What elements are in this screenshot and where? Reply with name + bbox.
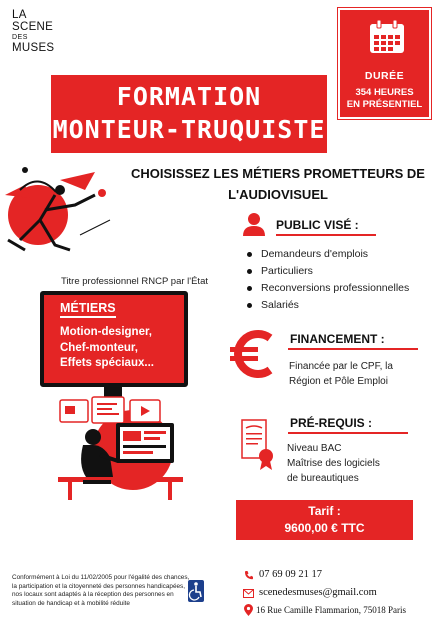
wheelchair-icon: [188, 580, 204, 602]
email-link[interactable]: scenedesmuses@gmail.com: [259, 587, 377, 598]
prerequis-text: [287, 441, 437, 486]
person-icon: [241, 212, 267, 236]
list-item: Reconversions professionnelles: [247, 280, 437, 297]
rncp-text: Titre professionnel RNCP par l'État: [60, 276, 208, 287]
title-line-1: FORMATION: [116, 82, 262, 111]
metiers-line-3: Effets spéciaux...: [60, 357, 154, 369]
address-text: 16 Rue Camille Flammarion, 75018 Paris: [256, 605, 406, 615]
logo-line-3: DES: [12, 34, 28, 41]
duration-value-line-2: EN PRÉSENTIEL: [346, 99, 423, 110]
list-item: Demandeurs d'emplois: [247, 246, 437, 263]
metiers-list: [60, 325, 154, 372]
financement-text: [289, 359, 439, 389]
metiers-monitor: [40, 291, 188, 387]
duration-value-line-1: 354 HEURES: [355, 87, 414, 98]
public-list: [247, 246, 437, 314]
financement-underline: [288, 348, 418, 350]
prerequis-line-2: Maîtrise des logiciels: [287, 458, 380, 469]
list-item: Salariés: [247, 297, 437, 314]
phone-link[interactable]: 07 69 09 21 17: [259, 569, 322, 580]
duration-label: DURÉE: [364, 70, 405, 82]
legal-line-4: situation de handicap et à mobilité réduite: [12, 599, 130, 607]
tarif-box: [236, 500, 413, 540]
euro-icon: [228, 328, 276, 380]
public-underline: [276, 234, 376, 236]
certificate-icon: [236, 418, 278, 470]
duration-box: [338, 8, 431, 119]
financement-line-2: Région et Pôle Emploi: [289, 376, 388, 387]
financement-line-1: Financée par le CPF, la: [289, 361, 393, 372]
phone-icon: [244, 570, 254, 580]
tarif-value: 9600,00 € TTC: [284, 521, 365, 535]
legal-line-2: la participation et la citoyenneté des personnes handicapées,: [12, 582, 186, 590]
prerequis-title: PRÉ-REQUIS :: [290, 416, 373, 430]
email-icon: [243, 589, 254, 598]
prerequis-underline: [288, 432, 408, 434]
logo-line-2: SCENE: [12, 21, 54, 33]
metiers-title: MÉTIERS: [60, 301, 116, 318]
legal-line-3: nos locaux sont adaptés à la réception des personnes en: [12, 591, 174, 598]
financement-title: FINANCEMENT :: [290, 332, 385, 346]
prerequis-line-3: de bureautiques: [287, 473, 359, 484]
page-title: [51, 75, 327, 153]
list-item: Particuliers: [247, 263, 437, 280]
tarif-label: Tarif :: [308, 504, 341, 518]
logo-line-1: LA: [12, 9, 27, 21]
legal-line-1: Conformément à Loi du 11/02/2005 pour l'égalité des chances,: [12, 574, 190, 581]
title-line-2: MONTEUR-TRUQUISTE: [52, 115, 326, 144]
map-pin-icon: [244, 604, 253, 616]
subtitle-line-1: CHOISISSEZ LES MÉTIERS PROMETTEURS DE: [131, 166, 425, 181]
subtitle-line-2: L'AUDIOVISUEL: [228, 187, 328, 202]
calendar-icon: [369, 20, 405, 54]
brand-logo: [12, 9, 54, 54]
metiers-line-1: Motion-designer,: [60, 326, 152, 338]
person-illustration: [0, 150, 118, 268]
subtitle: [118, 163, 438, 205]
logo-line-4: MUSES: [12, 42, 55, 54]
workstation-illustration: [38, 395, 188, 500]
duration-value: [340, 87, 429, 111]
metiers-line-2: Chef-monteur,: [60, 341, 138, 354]
public-title: PUBLIC VISÉ :: [276, 218, 359, 232]
accessibility-notice: [12, 574, 192, 608]
prerequis-line-1: Niveau BAC: [287, 443, 342, 454]
